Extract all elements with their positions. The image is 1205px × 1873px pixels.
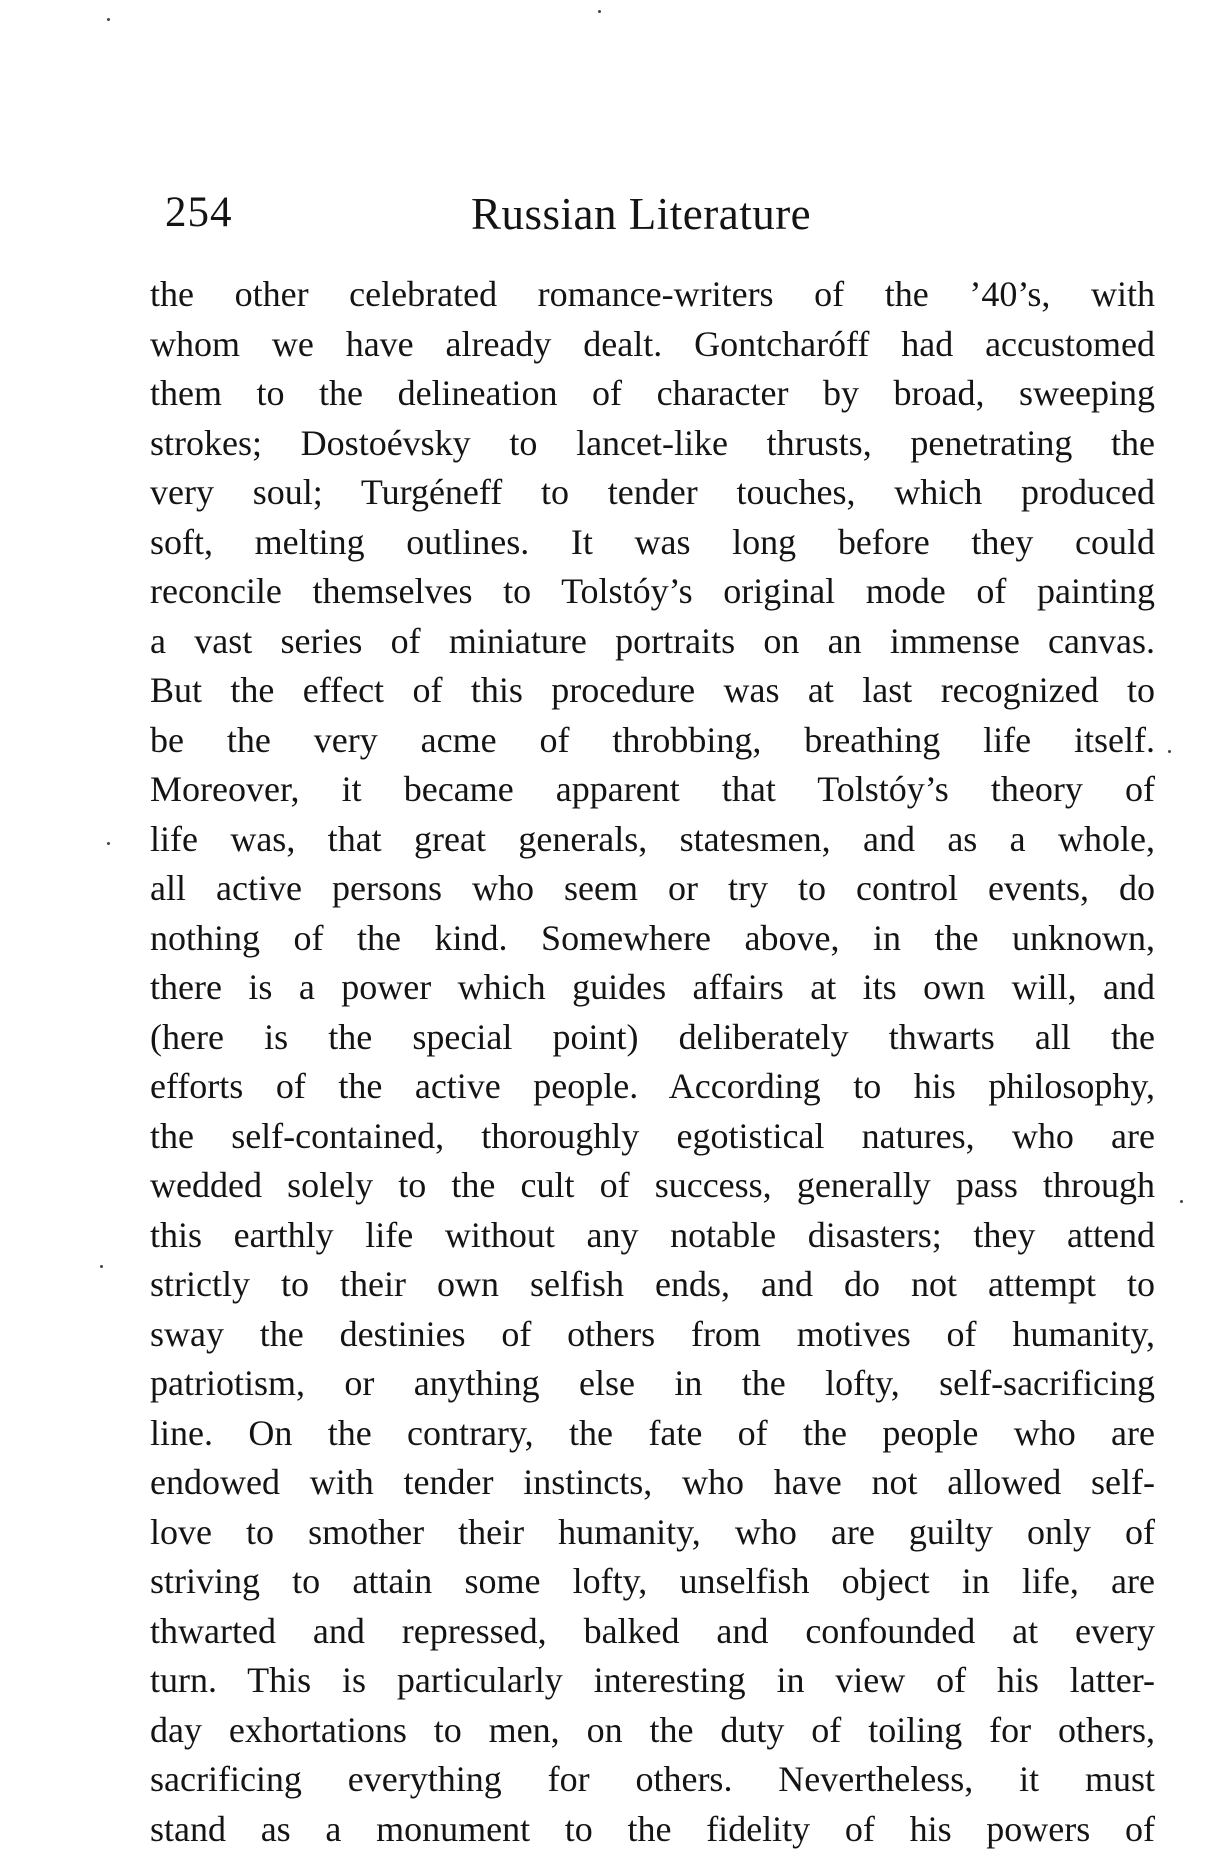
text-line: stand as a monument to the fidelity of his powers of (150, 1808, 1155, 1849)
text-line: them to the delineation of character by broad, sweeping (150, 373, 1155, 413)
text-line: love to smother their humanity, who are guilty only of (150, 1511, 1155, 1552)
text-line: whom we have already dealt. Gontcharóff had accustomed (150, 323, 1155, 364)
text-line: But the effect of this procedure was at last recognized to (150, 670, 1155, 710)
text-line: life was, that great generals, statesmen, and as a whole, (150, 818, 1155, 859)
text-line: patriotism, or anything else in the lofty, self-sacrificing (150, 1363, 1155, 1403)
scan-speck (107, 842, 110, 845)
scan-speck (1168, 750, 1171, 753)
text-line: there is a power which guides affairs at its own will, and (150, 967, 1155, 1007)
text-line: soft, melting outlines. It was long before they could (150, 521, 1155, 562)
text-line: (here is the special point) deliberately thwarts all the (150, 1016, 1155, 1057)
text-line: turn. This is particularly interesting in view of his latter- (150, 1660, 1155, 1700)
running-title: Russian Literature (471, 189, 812, 239)
text-line: line. On the contrary, the fate of the people who are (150, 1412, 1155, 1453)
scan-speck (107, 18, 110, 21)
text-line: be the very acme of throbbing, breathing life itself. (150, 719, 1155, 760)
text-line: sway the destinies of others from motives of humanity, (150, 1313, 1155, 1354)
text-line: strokes; Dostoévsky to lancet-like thrusts, penetrating the (150, 422, 1155, 463)
text-line: the self-contained, thoroughly egotistical natures, who are (150, 1115, 1155, 1156)
text-line: day exhortations to men, on the duty of toiling for others, (150, 1709, 1155, 1750)
body-text (150, 270, 1155, 1854)
page-number: 254 (165, 189, 233, 236)
text-line: endowed with tender instincts, who have not allowed self- (150, 1462, 1155, 1502)
text-line: wedded solely to the cult of success, generally pass through (150, 1165, 1155, 1205)
text-line: nothing of the kind. Somewhere above, in the unknown, (150, 917, 1155, 958)
running-head (165, 188, 1155, 248)
text-line: efforts of the active people. According to his philosophy, (150, 1066, 1155, 1106)
text-line: the other celebrated romance-writers of the ’40’s, with (150, 274, 1155, 314)
text-line: thwarted and repressed, balked and confounded at every (150, 1610, 1155, 1651)
text-line: reconcile themselves to Tolstóy’s original mode of painting (150, 571, 1155, 611)
text-line: this earthly life without any notable disasters; they attend (150, 1214, 1155, 1255)
text-line: strictly to their own selfish ends, and do not attempt to (150, 1264, 1155, 1304)
text-line: striving to attain some lofty, unselfish object in life, are (150, 1561, 1155, 1601)
text-line: all active persons who seem or try to control events, do (150, 868, 1155, 908)
text-line: Moreover, it became apparent that Tolstóy’s theory of (150, 769, 1155, 809)
text-line: very soul; Turgéneff to tender touches, which produced (150, 472, 1155, 512)
scan-speck (1180, 1200, 1183, 1203)
scan-speck (598, 10, 601, 13)
scan-speck (100, 1265, 103, 1268)
text-line: a vast series of miniature portraits on an immense canvas. (150, 620, 1155, 661)
text-line: sacrificing everything for others. Nevertheless, it must (150, 1759, 1155, 1799)
